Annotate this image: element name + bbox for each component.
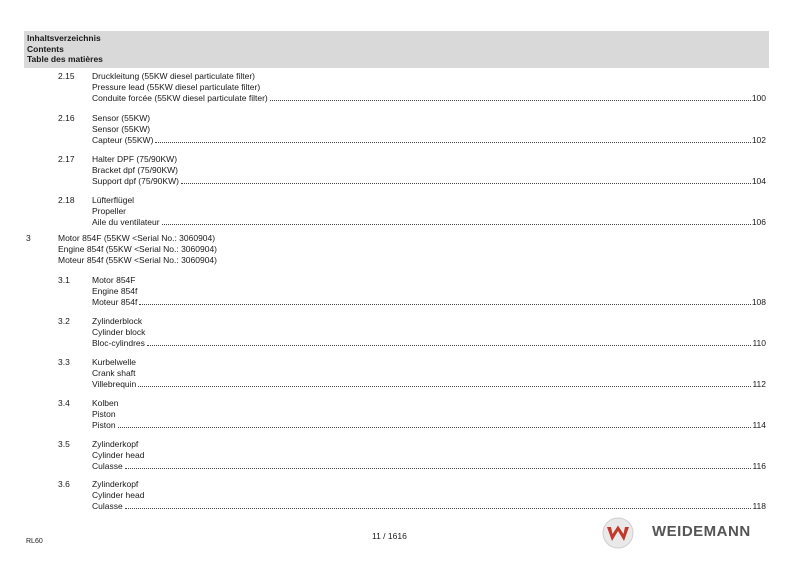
entry-title-en: Bracket dpf (75/90KW) [92,164,178,175]
entry-page-number: 108 [751,296,766,307]
chapter-title-en: Engine 854f (55KW <Serial No.: 3060904) [58,243,218,254]
entry-title-en: Pressure lead (55KW diesel particulate filter) [92,81,261,92]
entry-number: 2.15 [58,71,75,81]
entry-title-de: Zylinderblock [92,316,143,326]
brand-name: WEIDEMANN [652,523,751,540]
entry-number: 3.6 [58,479,70,489]
model-label: RL60 [26,538,43,545]
entry-number: 3.5 [58,439,70,449]
entry-leader-line [92,297,766,308]
entry-page-number: 112 [752,378,766,389]
entry-title-fr: Aile du ventilateur [92,216,160,227]
entry-title-en: Sensor (55KW) [92,123,151,134]
entry-page-number: 110 [752,337,766,348]
entry-title-en: Cylinder head [92,489,145,500]
entry-title-fr: Support dpf (75/90KW) [92,175,179,186]
dot-leader [162,224,751,225]
entry-title-de: Zylinderkopf [92,439,139,449]
entry-number: 3.2 [58,316,70,326]
entry-leader-line [92,217,766,228]
entry-page-number: 118 [752,500,766,511]
chapter-title-fr: Moteur 854f (55KW <Serial No.: 3060904) [58,254,217,265]
entry-title-en: Propeller [92,205,127,216]
entry-number: 3.4 [58,398,70,408]
entry-number: 2.18 [58,195,75,205]
dot-leader [138,386,751,387]
entry-number: 3.1 [58,275,70,285]
dot-leader [118,427,752,428]
page-counter: 11 / 1616 [372,531,407,541]
entry-number: 2.16 [58,113,75,123]
entry-leader-line [92,461,766,472]
entry-title-de: Druckleitung (55KW diesel particulate filter) [92,71,255,81]
entry-title-de: Kolben [92,398,119,408]
entry-title-de: Motor 854F [92,275,136,285]
entry-title-fr: Moteur 854f [92,296,138,307]
entry-title-fr: Conduite forcée (55KW diesel particulate filter) [92,92,268,103]
entry-leader-line [92,93,766,104]
entry-title-fr: Bloc-cylindres [92,337,145,348]
entry-page-number: 114 [752,419,766,430]
dot-leader [139,304,750,305]
entry-title-de: Sensor (55KW) [92,113,151,123]
entry-title-de: Kurbelwelle [92,357,136,367]
entry-page-number: 102 [751,134,766,145]
chapter-title-de: Motor 854F (55KW <Serial No.: 3060904) [58,233,216,243]
entry-title-en: Cylinder block [92,326,146,337]
header-title-de: Inhaltsverzeichnis [27,33,101,43]
header-title-fr: Table des matières [27,54,103,65]
entry-title-de: Halter DPF (75/90KW) [92,154,178,164]
entry-title-de: Zylinderkopf [92,479,139,489]
entry-page-number: 106 [751,216,766,227]
chapter-number: 3 [26,233,31,243]
entry-title-en: Engine 854f [92,285,138,296]
entry-leader-line [92,420,766,431]
entry-page-number: 100 [751,92,766,103]
dot-leader [125,468,752,469]
entry-title-en: Crank shaft [92,367,136,378]
entry-page-number: 104 [751,175,766,186]
entry-number: 2.17 [58,154,75,164]
entry-leader-line [92,338,766,349]
weidemann-logo-icon [602,517,634,549]
entry-title-fr: Capteur (55KW) [92,134,154,145]
entry-number: 3.3 [58,357,70,367]
header-title-en: Contents [27,43,64,54]
entry-title-en: Piston [92,408,116,419]
entry-page-number: 116 [752,460,766,471]
dot-leader [270,100,751,101]
entry-leader-line [92,379,766,390]
entry-leader-line [92,501,766,512]
entry-title-en: Cylinder head [92,449,145,460]
dot-leader [181,183,751,184]
entry-title-fr: Villebrequin [92,378,137,389]
toc-header [24,31,769,68]
dot-leader [155,142,750,143]
entry-title-fr: Culasse [92,460,123,471]
entry-leader-line [92,135,766,146]
dot-leader [125,508,752,509]
entry-leader-line [92,176,766,187]
entry-title-de: Lüfterflügel [92,195,135,205]
dot-leader [147,345,752,346]
entry-title-fr: Piston [92,419,116,430]
entry-title-fr: Culasse [92,500,123,511]
